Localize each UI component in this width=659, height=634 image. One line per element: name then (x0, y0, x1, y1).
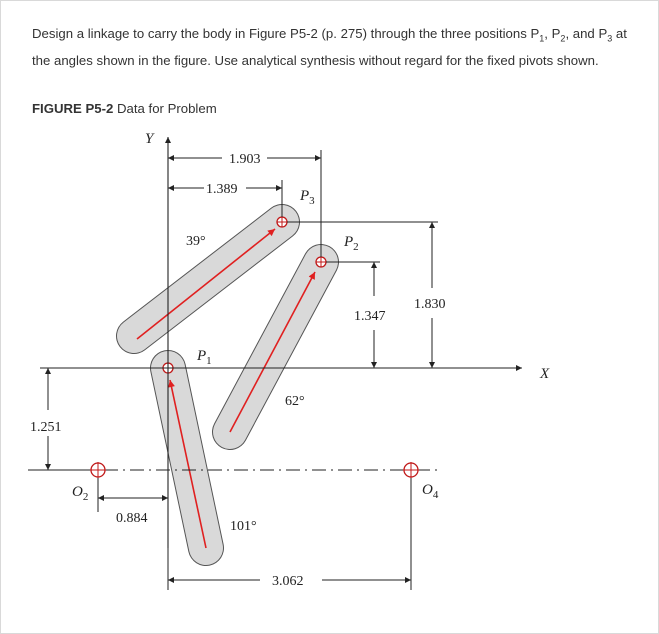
pivot-o4-label: $O_4$ (422, 482, 439, 501)
problem-text-part: Design a linkage to carry the body in Figure P5-2 (p. 275) through the three positions (32, 26, 531, 41)
pivot-o2-symbol (90, 462, 106, 478)
dim-1389-value: 1.389 (206, 182, 238, 197)
body-position-3 (134, 222, 282, 336)
dimension-lines (48, 158, 432, 580)
y-axis-label: Y (145, 131, 154, 147)
figure-caption-text: Data for Problem (113, 101, 217, 116)
position-p2-label: $P_2$ (344, 234, 359, 253)
dim-0884-value: 0.884 (116, 511, 148, 526)
problem-text-part: P (530, 26, 540, 41)
problem-text-part: 2 (560, 33, 566, 44)
vector-position-3 (137, 229, 275, 339)
position-p3-label: $P_3$ (300, 188, 315, 207)
position-p1-label: $P_1$ (197, 348, 212, 367)
problem-text-part: 1 (539, 33, 545, 44)
dim-1251-value: 1.251 (30, 420, 62, 435)
angle-62-label: 62° (285, 394, 305, 409)
problem-text-part: at the angles shown in the figure. Use analytical synthesis without regard for the fixed pivots shown. (32, 26, 627, 68)
angle-101-label: 101° (230, 519, 257, 534)
problem-text-part: , (544, 26, 552, 41)
pivot-o2-label: $O_2$ (72, 484, 89, 503)
dim-1903-value: 1.903 (229, 152, 261, 167)
angle-39-label: 39° (186, 234, 206, 249)
dim-1830-value: 1.830 (414, 297, 446, 312)
problem-text-part: P (598, 26, 608, 41)
coupler-bodies (134, 222, 321, 548)
problem-text-part: 3 (607, 33, 613, 44)
dim-3062-value: 3.062 (272, 574, 304, 589)
problem-text-part: , and (565, 26, 599, 41)
figure-caption-label: FIGURE P5-2 (32, 101, 114, 116)
pivot-o4-symbol (403, 462, 419, 478)
dim-1347-value: 1.347 (354, 309, 386, 324)
problem-text-part: P (551, 26, 561, 41)
x-axis-label: X (540, 366, 550, 382)
